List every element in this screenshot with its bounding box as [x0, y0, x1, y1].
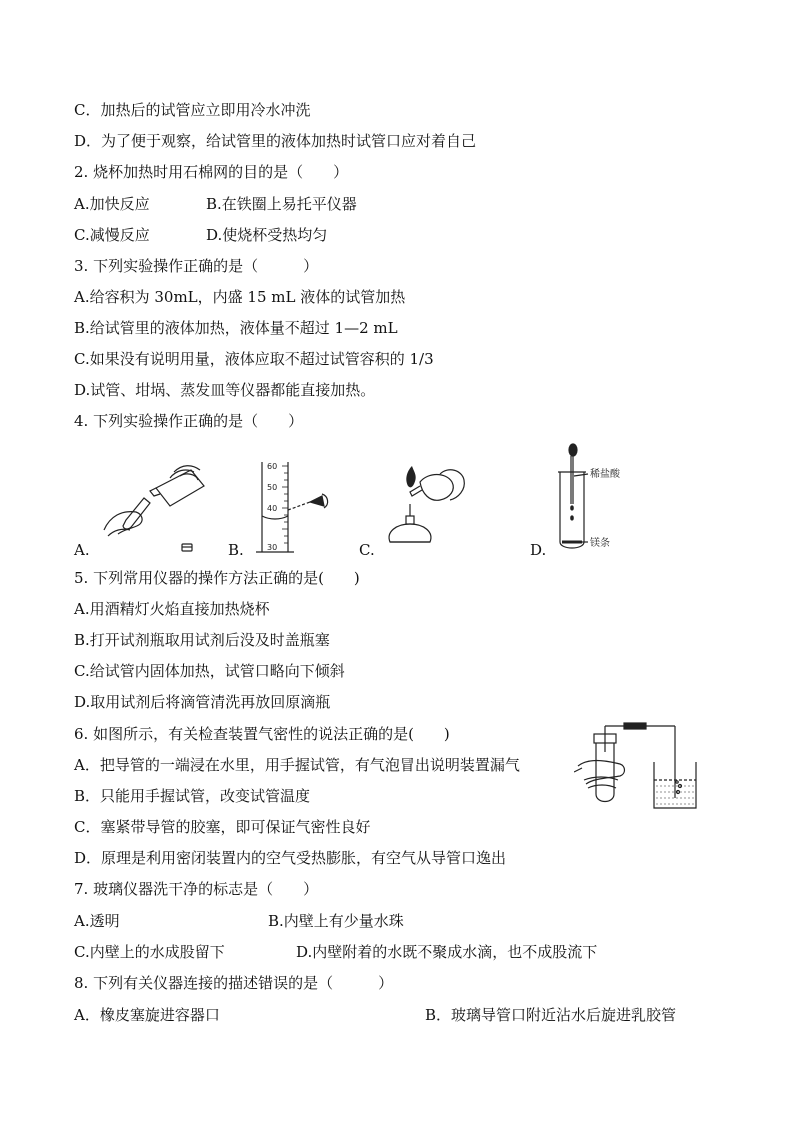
q5-option-b: B.打开试剂瓶取用试剂后没及时盖瓶塞 [74, 631, 330, 649]
q2-option-a: A.加快反应 [74, 195, 150, 213]
q7-option-c: C.内壁上的水成股留下 [74, 943, 225, 961]
q4-label-d: D. [530, 541, 547, 559]
q8-stem: 8. 下列有关仪器连接的描述错误的是（ ） [74, 974, 394, 992]
q1-option-c: C．加热后的试管应立即用冷水冲洗 [74, 101, 311, 119]
test-tube-figure [552, 442, 662, 554]
q6-option-b: B．只能用手握试管，改变试管温度 [74, 787, 311, 805]
q6-option-c: C．塞紧带导管的胶塞，即可保证气密性良好 [74, 818, 371, 836]
q5-option-d: D.取用试剂后将滴管清洗再放回原滴瓶 [74, 693, 331, 711]
q4-label-b: B. [228, 541, 244, 559]
q1-option-d: D．为了便于观察，给试管里的液体加热时试管口应对着自己 [74, 132, 477, 150]
q2-option-b: B.在铁圈上易托平仪器 [206, 195, 357, 213]
q5-stem: 5. 下列常用仪器的操作方法正确的是( ) [74, 569, 360, 587]
q6-stem: 6. 如图所示，有关检查装置气密性的说法正确的是( ) [74, 725, 450, 743]
q4-stem: 4. 下列实验操作正确的是（ ） [74, 412, 304, 430]
q3-option-d: D.试管、坩埚、蒸发皿等仪器都能直接加热。 [74, 381, 376, 399]
q5-option-a: A.用酒精灯火焰直接加热烧杯 [74, 600, 270, 618]
tick-label: 60 [267, 462, 278, 471]
q3-option-a: A.给容积为 30mL，内盛 15 mL 液体的试管加热 [74, 288, 406, 306]
q7-stem: 7. 玻璃仪器洗干净的标志是（ ） [74, 880, 319, 898]
q8-option-a: A．橡皮塞旋进容器口 [74, 1006, 220, 1024]
q4-label-c: C. [359, 541, 375, 559]
q5-option-c: C.给试管内固体加热，试管口略向下倾斜 [74, 662, 345, 680]
tick-label: 30 [267, 543, 278, 552]
q4-label-a: A. [74, 541, 90, 559]
cylinder-figure [248, 458, 348, 556]
q3-option-c: C.如果没有说明用量，液体应取不超过试管容积的 1/3 [74, 350, 434, 368]
alcohol-lamp-figure [380, 462, 472, 554]
tube-label-bottom: 镁条 [590, 538, 610, 549]
q3-option-b: B.给试管里的液体加热，液体量不超过 1—2 mL [74, 319, 398, 337]
q2-option-d: D.使烧杯受热均匀 [206, 226, 328, 244]
q2-option-c: C.减慢反应 [74, 226, 150, 244]
q7-option-a: A.透明 [74, 912, 120, 930]
pouring-figure [96, 458, 216, 558]
q3-stem: 3. 下列实验操作正确的是（ ） [74, 257, 319, 275]
tube-label-top: 稀盐酸 [590, 469, 620, 480]
q7-option-d: D.内壁附着的水既不聚成水滴，也不成股流下 [296, 943, 598, 961]
q2-stem: 2. 烧杯加热时用石棉网的目的是（ ） [74, 163, 349, 181]
q8-option-b: B．玻璃导管口附近沾水后旋进乳胶管 [425, 1006, 677, 1024]
q7-option-b: B.内壁上有少量水珠 [268, 912, 404, 930]
tick-label: 40 [267, 504, 278, 513]
airtightness-figure [574, 722, 700, 814]
tick-label: 50 [267, 483, 278, 492]
q6-option-d: D．原理是利用密闭装置内的空气受热膨胀，有空气从导管口逸出 [74, 849, 507, 867]
q6-option-a: A．把导管的一端浸在水里，用手握试管，有气泡冒出说明装置漏气 [74, 756, 520, 774]
